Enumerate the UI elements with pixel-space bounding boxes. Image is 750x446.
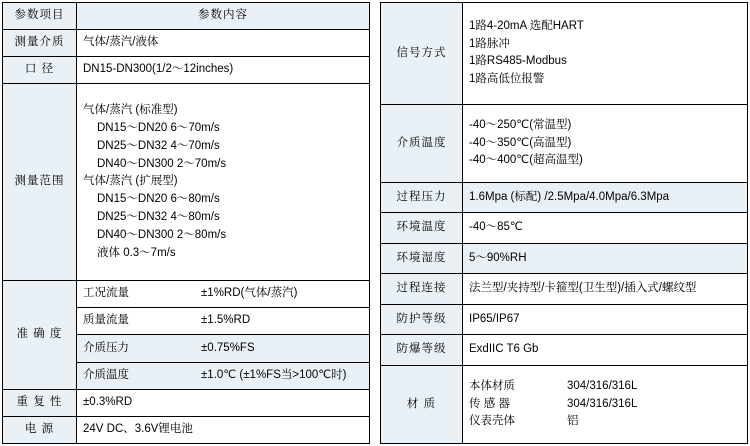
row-value-ambient-humidity: 5～90%RH — [463, 243, 748, 273]
material-item-value: 铝 — [567, 415, 579, 428]
row-value-accuracy-medium-pressure — [77, 335, 370, 362]
material-item — [469, 413, 741, 431]
row-label-process-pressure: 过程压力 — [381, 182, 463, 212]
medium-temp-line: -40～400℃(超高温型) — [469, 154, 583, 167]
range-line: 气体/蒸汽 (标准型) — [83, 104, 178, 117]
row-label-protection-grade: 防护等级 — [381, 304, 463, 334]
row-value-repeatability: ±0.3%RD — [77, 389, 370, 416]
table-row-measure-range — [3, 84, 370, 281]
row-label-accuracy: 准 确 度 — [3, 281, 77, 390]
table-row — [381, 243, 748, 273]
row-value-diameter: DN15-DN300(1/2～12inches) — [77, 57, 370, 84]
header-param-content: 参数内容 — [77, 3, 370, 30]
accuracy-item-name: 介质压力 — [83, 341, 129, 354]
left-parameter-table — [2, 2, 370, 444]
row-label-signal: 信号方式 — [381, 3, 463, 105]
row-label-ambient-temp: 环境温度 — [381, 213, 463, 243]
material-item-value: 304/316/316L — [567, 379, 638, 392]
signal-line: 1路高低位报警 — [469, 73, 545, 86]
accuracy-item-name: 介质温度 — [83, 368, 129, 381]
row-value-measure-range — [77, 84, 370, 281]
row-value-process-pressure: 1.6Mpa (标配) /2.5Mpa/4.0Mpa/6.3Mpa — [463, 182, 748, 212]
table-row — [381, 304, 748, 334]
row-value-protection-grade: IP65/IP67 — [463, 304, 748, 334]
signal-line: 1路脉冲 — [469, 37, 510, 50]
material-item — [469, 378, 741, 396]
row-value-material — [463, 365, 748, 443]
table-row — [381, 274, 748, 304]
signal-line: 1路RS485-Modbus — [469, 55, 567, 68]
row-label-medium-temp: 介质温度 — [381, 104, 463, 182]
row-label-material: 材 质 — [381, 365, 463, 443]
medium-temp-line: -40～250℃(常温型) — [469, 118, 572, 131]
row-label-explosion-grade: 防爆等级 — [381, 335, 463, 365]
row-label-diameter: 口 径 — [3, 57, 77, 84]
range-line: DN15～DN20 6～80m/s — [97, 193, 220, 206]
row-value-medium-temp — [463, 104, 748, 182]
material-item-name: 仪表壳体 — [469, 415, 515, 428]
table-row-signal — [381, 3, 748, 105]
range-line: 气体/蒸汽 (扩展型) — [83, 175, 178, 188]
row-value-explosion-grade: ExdIIC T6 Gb — [463, 335, 748, 365]
table-row — [3, 57, 370, 84]
row-value-power: 24V DC、3.6V锂电池 — [77, 416, 370, 443]
row-value-accuracy-mass-flow — [77, 308, 370, 335]
accuracy-item-name: 质量流量 — [83, 314, 129, 327]
range-line: DN40～DN300 2～80m/s — [97, 228, 227, 241]
row-value-ambient-temp: -40～85℃ — [463, 213, 748, 243]
medium-temp-line: -40～350℃(高温型) — [469, 136, 572, 149]
right-parameter-table — [380, 2, 748, 444]
row-label-measure-range: 测量范围 — [3, 84, 77, 281]
range-line: DN15～DN20 6～70m/s — [97, 121, 220, 134]
accuracy-item-value: ±1%RD(气体/蒸汽) — [201, 287, 298, 300]
row-label-power: 电 源 — [3, 416, 77, 443]
row-label-process-connection: 过程连接 — [381, 274, 463, 304]
range-line: 液体 0.3～7m/s — [97, 246, 176, 259]
row-value-signal — [463, 3, 748, 105]
table-row — [381, 213, 748, 243]
table-row-accuracy — [3, 281, 370, 308]
table-row — [3, 389, 370, 416]
header-param-item: 参数项目 — [3, 3, 77, 30]
material-item — [469, 396, 741, 414]
range-line: DN40～DN300 2～70m/s — [97, 157, 227, 170]
row-value-process-connection: 法兰型/夹持型/卡箍型(卫生型)/插入式/螺纹型 — [463, 274, 748, 304]
accuracy-item-value: ±1.0℃ (±1%FS当>100℃时) — [201, 368, 347, 381]
table-row — [3, 30, 370, 57]
accuracy-item-value: ±0.75%FS — [201, 341, 255, 354]
range-line: DN25～DN32 4～70m/s — [97, 139, 220, 152]
material-item-value: 304/316/316L — [567, 397, 638, 410]
table-row-medium-temp — [381, 104, 748, 182]
range-line: DN25～DN32 4～80m/s — [97, 210, 220, 223]
table-row — [381, 335, 748, 365]
signal-line: 1路4-20mA 选配HART — [469, 19, 584, 32]
material-item-name: 本体材质 — [469, 379, 515, 392]
row-label-medium: 测量介质 — [3, 30, 77, 57]
row-value-medium: 气体/蒸汽/液体 — [77, 30, 370, 57]
accuracy-item-value: ±1.5%RD — [201, 314, 251, 327]
table-row — [3, 416, 370, 443]
row-label-ambient-humidity: 环境湿度 — [381, 243, 463, 273]
table-row — [381, 182, 748, 212]
table-header-row — [3, 3, 370, 30]
row-value-accuracy-working-flow — [77, 281, 370, 308]
row-value-accuracy-medium-temp — [77, 362, 370, 389]
table-row-material — [381, 365, 748, 443]
material-item-name: 传 感 器 — [469, 397, 510, 410]
row-label-repeatability: 重 复 性 — [3, 389, 77, 416]
accuracy-item-name: 工况流量 — [83, 287, 129, 300]
